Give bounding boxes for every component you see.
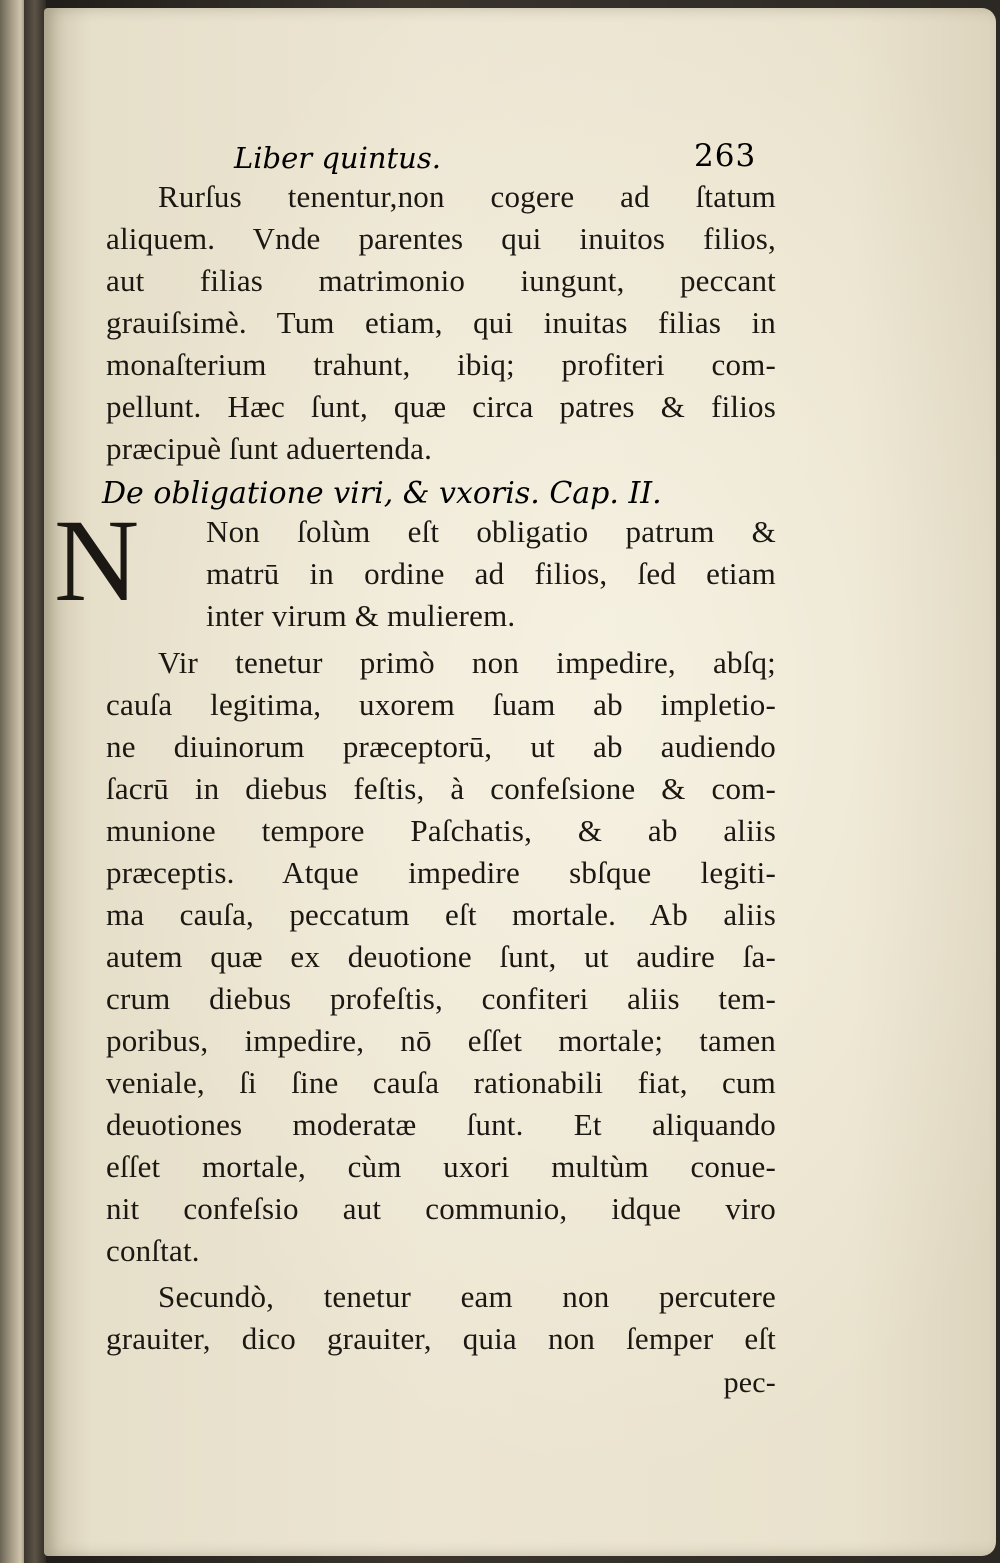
text-line: crum diebus profeſtis, confiteri aliis tem- [106,981,776,1016]
text-line: deuotiones moderatæ ſunt. Et aliquando [106,1107,776,1142]
text-line: poribus, impedire, nō eſſet mortale; tamen [106,1023,776,1058]
text-line: autem quæ ex deuotione ſunt, ut audire ſa- [106,939,776,974]
book-binding [24,0,46,1563]
text-line: munione tempore Paſchatis, & ab aliis [106,813,776,848]
catchword: pec- [723,1366,776,1399]
text-line: cauſa legitima, uxorem ſuam ab impletio- [106,687,776,722]
text-line: matrū in ordine ad filios, ſed etiam [206,556,776,591]
text-line: Vir tenetur primò non impedire, abſq; [158,645,776,680]
drop-cap: N [54,495,140,626]
text-line: grauiter, dico grauiter, quia non ſemper eſt [106,1321,776,1356]
text-line: pellunt. Hæc ſunt, quæ circa patres & filios [106,389,776,424]
page-number: 263 [694,138,757,174]
text-line: monaſterium trahunt, ibiq; profiteri com- [106,347,776,382]
text-line: conſtat. [106,1233,200,1268]
text-line: eſſet mortale, cùm uxori multùm conue- [106,1149,776,1184]
text-line: Secundò, tenetur eam non percutere [158,1279,776,1314]
book-page [44,8,996,1556]
text-line: ma cauſa, peccatum eſt mortale. Ab aliis [106,897,776,932]
text-line: inter virum & mulierem. [206,598,516,633]
text-line: aut filias matrimonio iungunt, peccant [106,263,776,298]
text-line: præceptis. Atque impedire sbſque legiti- [106,855,776,890]
chapter-heading: De obligatione viri, & vxoris. Cap. II. [102,476,662,511]
adjacent-page-edge [0,0,26,1563]
text-line: ſacrū in diebus feſtis, à confeſsione & com- [106,771,776,806]
text-line: veniale, ſi ſine cauſa rationabili fiat, cum [106,1065,776,1100]
text-line: Non ſolùm eſt obligatio patrum & [206,514,776,549]
running-head: Liber quintus. [234,141,441,175]
text-line: grauiſsimè. Tum etiam, qui inuitas filias in [106,305,776,340]
text-line: aliquem. Vnde parentes qui inuitos filios, [106,221,776,256]
text-line: præcipuè ſunt aduertenda. [106,431,433,466]
text-line: Rurſus tenentur,non cogere ad ſtatum [158,179,776,214]
text-line: ne diuinorum præceptorū, ut ab audiendo [106,729,776,764]
text-line: nit confeſsio aut communio, idque viro [106,1191,776,1226]
